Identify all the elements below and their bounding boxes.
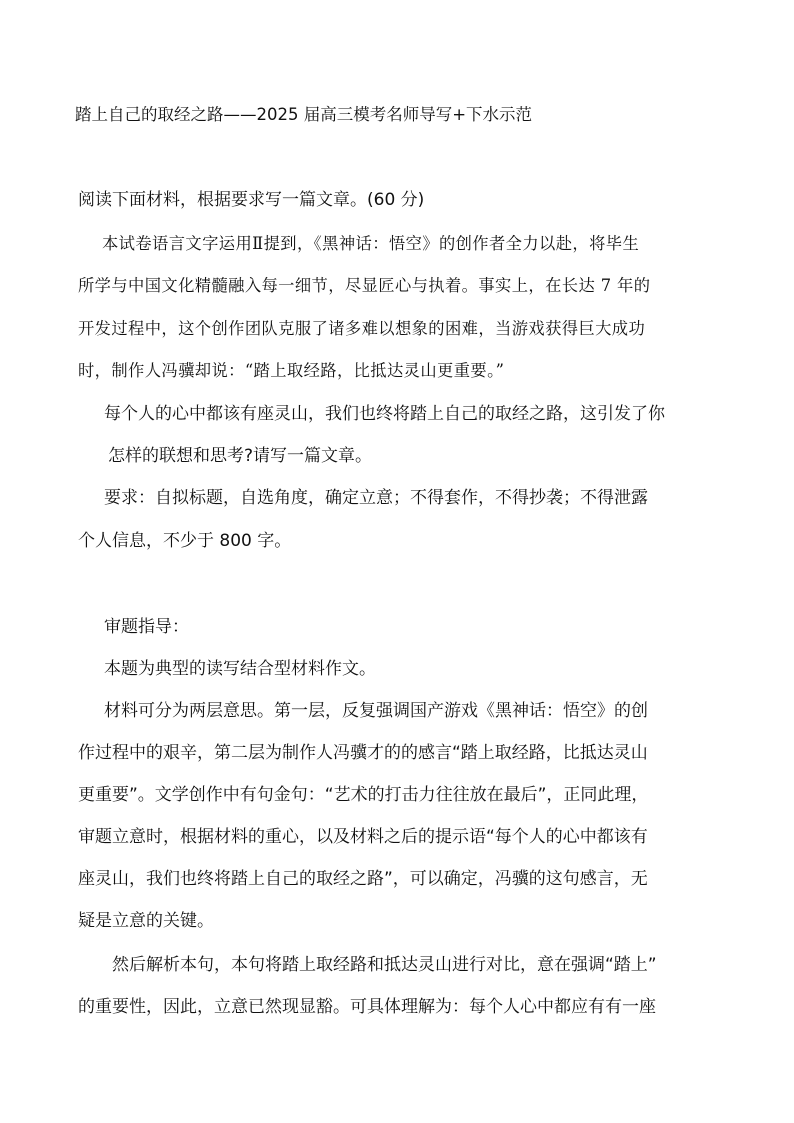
- guidance-line: 本题为典型的读写结合型材料作文。: [104, 659, 376, 679]
- guidance-line: 审题立意时，根据材料的重心，以及材料之后的提示语“每个人的心中都该有: [78, 827, 648, 847]
- material-line: 开发过程中，这个创作团队克服了诸多难以想象的困难，当游戏获得巨大成功: [78, 319, 646, 338]
- material-line: 所学与中国文化精髓融入每一细节，尽显匠心与执着。事实上，在长达 7 年的: [78, 276, 651, 295]
- requirement-line: 要求：自拟标题，自选角度，确定立意；不得套作，不得抄袭；不得泄露: [104, 488, 648, 508]
- question-line: 怎样的联想和思考?请写一篇文章。: [108, 446, 373, 466]
- material-line: 时，制作人冯骥却说：“踏上取经路，比抵达灵山更重要。”: [78, 361, 505, 380]
- requirement-line: 个人信息，不少于 800 字。: [78, 531, 292, 551]
- guidance-line: 材料可分为两层意思。第一层，反复强调国产游戏《黑神话：悟空》的创: [104, 701, 648, 721]
- guidance-line: 更重要”。文学创作中有句金句：“艺术的打击力往往放在最后”，正同此理，: [78, 785, 649, 805]
- guidance-heading: 审题指导：: [104, 617, 189, 637]
- guidance-line: 然后解析本句，本句将踏上取经路和抵达灵山进行对比，意在强调“踏上”: [112, 955, 657, 975]
- guidance-line: 作过程中的艰辛，第二层为制作人冯骥才的的感言“踏上取经路，比抵达灵山: [78, 743, 648, 763]
- material-line: 本试卷语言文字运用Ⅱ提到，《黑神话：悟空》的创作者全力以赴，将毕生: [102, 234, 640, 253]
- prompt-instruction: 阅读下面材料，根据要求写一篇文章。(60 分): [78, 190, 425, 210]
- guidance-line: 的重要性，因此，立意已然现显豁。可具体理解为：每个人心中都应有有一座: [78, 997, 656, 1017]
- document-title: 踏上自己的取经之路——2025 届高三模考名师导写+下水示范: [75, 105, 533, 124]
- guidance-line: 疑是立意的关键。: [78, 911, 214, 931]
- guidance-line: 座灵山，我们也终将踏上自己的取经之路”，可以确定，冯骥的这句感言，无: [78, 869, 648, 889]
- question-line: 每个人的心中都该有座灵山，我们也终将踏上自己的取经之路，这引发了你: [104, 404, 665, 424]
